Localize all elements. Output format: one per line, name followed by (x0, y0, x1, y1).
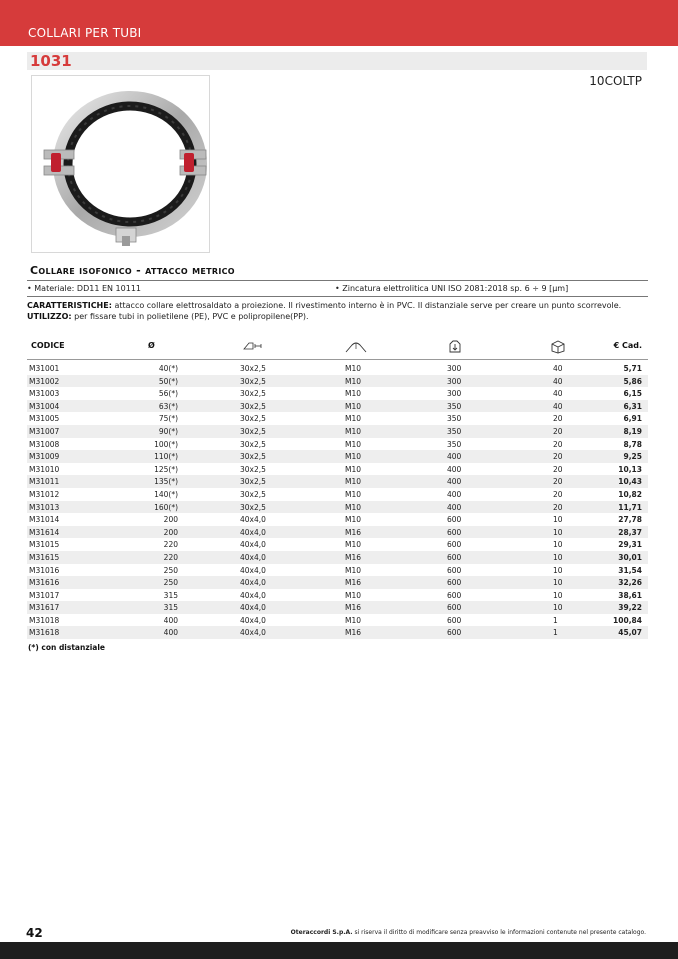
cell-band: 30x2,5 (240, 426, 266, 436)
cell-thread: M16 (345, 603, 362, 613)
cell-price: 30,01 (618, 552, 642, 562)
cell-price: 6,15 (623, 389, 642, 399)
package-quantity-icon (550, 339, 566, 354)
cell-code: M31616 (29, 578, 60, 588)
cell-load: 350 (447, 426, 462, 436)
cell-diameter: 90(*) (158, 426, 178, 436)
cell-price: 9,25 (623, 452, 642, 462)
usage-label: UTILIZZO: (27, 312, 72, 321)
cell-pack: 10 (553, 590, 563, 600)
cell-pack: 20 (553, 439, 563, 449)
cell-load: 400 (447, 464, 462, 474)
table-row (27, 626, 648, 639)
cell-thread: M10 (345, 401, 362, 411)
table-row (27, 526, 648, 539)
cell-code: M31007 (29, 426, 60, 436)
product-code: 1031 (30, 52, 72, 70)
table-row (27, 576, 648, 589)
cell-thread: M16 (345, 527, 362, 537)
cell-diameter: 135(*) (154, 477, 178, 487)
page-header (0, 0, 678, 46)
cell-diameter: 400 (163, 628, 178, 638)
cell-thread: M10 (345, 502, 362, 512)
cell-band: 30x2,5 (240, 464, 266, 474)
cell-pack: 20 (553, 452, 563, 462)
cell-code: M31016 (29, 565, 60, 575)
cell-code: M31004 (29, 401, 60, 411)
cell-thread: M10 (345, 376, 362, 386)
company-name: Oteraccordi S.p.A. (290, 929, 353, 936)
cell-band: 30x2,5 (240, 489, 266, 499)
table-row (27, 463, 648, 476)
band-dimensions-icon (242, 340, 262, 352)
cell-band: 40x4,0 (240, 628, 266, 638)
cell-band: 40x4,0 (240, 540, 266, 550)
cell-diameter: 220 (163, 540, 178, 550)
cell-band: 40x4,0 (240, 578, 266, 588)
table-row (27, 412, 648, 425)
cell-code: M31010 (29, 464, 60, 474)
cell-pack: 20 (553, 426, 563, 436)
cell-thread: M10 (345, 426, 362, 436)
cell-code: M31005 (29, 414, 60, 424)
cell-diameter: 100(*) (154, 439, 178, 449)
cell-pack: 40 (553, 376, 563, 386)
cell-load: 600 (447, 515, 462, 525)
cell-thread: M10 (345, 590, 362, 600)
product-title: Collare isofonico - attacco metrico (30, 264, 235, 277)
cell-load: 350 (447, 401, 462, 411)
cell-load: 600 (447, 603, 462, 613)
cell-price: 29,31 (618, 540, 642, 550)
pipe-clamp-icon (32, 76, 209, 252)
page-number: 42 (26, 926, 43, 940)
cell-price: 6,91 (623, 414, 642, 424)
cell-band: 30x2,5 (240, 439, 266, 449)
spec-row (27, 282, 648, 296)
cell-load: 600 (447, 565, 462, 575)
cell-diameter: 315 (163, 603, 178, 613)
cell-pack: 40 (553, 401, 563, 411)
cell-code: M31618 (29, 628, 60, 638)
cell-band: 40x4,0 (240, 565, 266, 575)
footnote: (*) con distanziale (28, 643, 105, 652)
cell-thread: M10 (345, 414, 362, 424)
cell-pack: 40 (553, 364, 563, 373)
table-body (27, 362, 648, 639)
cell-pack: 10 (553, 552, 563, 562)
cell-thread: M10 (345, 540, 362, 550)
cell-band: 30x2,5 (240, 452, 266, 462)
cell-diameter: 400 (163, 615, 178, 625)
table-row (27, 614, 648, 627)
table-row (27, 387, 648, 400)
cell-price: 6,31 (623, 401, 642, 411)
cell-price: 11,71 (618, 502, 642, 512)
cell-price: 5,71 (623, 364, 642, 373)
cell-code: M31018 (29, 615, 60, 625)
cell-price: 10,82 (618, 489, 642, 499)
table-header-divider (27, 359, 648, 360)
cell-price: 27,78 (618, 515, 642, 525)
cell-diameter: 50(*) (158, 376, 178, 386)
cell-code: M31614 (29, 527, 60, 537)
footer-bar (0, 942, 678, 959)
header-code: CODICE (31, 341, 65, 350)
cell-pack: 10 (553, 603, 563, 613)
cell-load: 600 (447, 615, 462, 625)
table-row (27, 538, 648, 551)
cell-band: 40x4,0 (240, 590, 266, 600)
spec-finish: • Zincatura elettrolitica UNI ISO 2081:2018 sp. 6 ÷ 9 [μm] (335, 284, 569, 293)
thread-connection-icon (345, 340, 367, 354)
table-row (27, 400, 648, 413)
cell-diameter: 200 (163, 515, 178, 525)
cell-band: 40x4,0 (240, 615, 266, 625)
header-diameter: Ø (148, 341, 155, 350)
cell-thread: M10 (345, 364, 362, 373)
cell-pack: 1 (553, 628, 558, 638)
cell-price: 10,13 (618, 464, 642, 474)
cell-diameter: 315 (163, 590, 178, 600)
cell-load: 600 (447, 578, 462, 588)
cell-thread: M10 (345, 489, 362, 499)
cell-pack: 20 (553, 414, 563, 424)
cell-diameter: 250 (163, 565, 178, 575)
cell-code: M31015 (29, 540, 60, 550)
spec-divider (27, 296, 648, 297)
cell-band: 30x2,5 (240, 401, 266, 411)
cell-code: M31001 (29, 364, 60, 373)
cell-band: 40x4,0 (240, 515, 266, 525)
cell-code: M31012 (29, 489, 60, 499)
cell-load: 300 (447, 364, 462, 373)
table-row (27, 513, 648, 526)
cell-diameter: 220 (163, 552, 178, 562)
product-description (27, 300, 648, 322)
cell-load: 600 (447, 540, 462, 550)
cell-band: 40x4,0 (240, 603, 266, 613)
cell-price: 5,86 (623, 376, 642, 386)
cell-price: 8,78 (623, 439, 642, 449)
cell-code: M31009 (29, 452, 60, 462)
cell-band: 40x4,0 (240, 527, 266, 537)
cell-price: 31,54 (618, 565, 642, 575)
table-row (27, 589, 648, 602)
table-row (27, 375, 648, 388)
cell-band: 30x2,5 (240, 364, 266, 373)
cell-thread: M10 (345, 477, 362, 487)
table-row (27, 501, 648, 514)
cell-diameter: 56(*) (158, 389, 178, 399)
cell-code: M31013 (29, 502, 60, 512)
cell-pack: 20 (553, 502, 563, 512)
features-line (27, 300, 648, 311)
cell-pack: 10 (553, 540, 563, 550)
cell-price: 38,61 (618, 590, 642, 600)
cell-pack: 10 (553, 515, 563, 525)
table-row (27, 551, 648, 564)
cell-price: 45,07 (618, 628, 642, 638)
cell-pack: 20 (553, 464, 563, 474)
cell-diameter: 40(*) (158, 364, 178, 373)
cell-code: M31003 (29, 389, 60, 399)
cell-load: 300 (447, 376, 462, 386)
cell-load: 350 (447, 439, 462, 449)
cell-load: 400 (447, 502, 462, 512)
table-row (27, 488, 648, 501)
usage-line (27, 311, 648, 322)
table-row (27, 362, 648, 375)
cell-pack: 20 (553, 477, 563, 487)
table-header (27, 337, 648, 359)
cell-thread: M10 (345, 464, 362, 474)
cell-diameter: 140(*) (154, 489, 178, 499)
cell-diameter: 250 (163, 578, 178, 588)
cell-code: M31002 (29, 376, 60, 386)
cell-diameter: 75(*) (158, 414, 178, 424)
cell-thread: M16 (345, 578, 362, 588)
cell-pack: 10 (553, 565, 563, 575)
cell-code: M31615 (29, 552, 60, 562)
cell-code: M31017 (29, 590, 60, 600)
cell-thread: M10 (345, 615, 362, 625)
cell-load: 350 (447, 414, 462, 424)
section-title: COLLARI PER TUBI (28, 26, 142, 40)
cell-pack: 10 (553, 578, 563, 588)
product-code-band (27, 52, 647, 70)
cell-load: 400 (447, 489, 462, 499)
table-row (27, 475, 648, 488)
cell-thread: M16 (345, 628, 362, 638)
cell-price: 8,19 (623, 426, 642, 436)
cell-diameter: 63(*) (158, 401, 178, 411)
usage-text: per fissare tubi in polietilene (PE), PVC e polipropilene(PP). (71, 312, 309, 321)
table-row (27, 450, 648, 463)
cell-diameter: 200 (163, 527, 178, 537)
cell-code: M31014 (29, 515, 60, 525)
catalog-ref-code: 10COLTP (589, 74, 642, 88)
cell-thread: M16 (345, 552, 362, 562)
cell-price: 39,22 (618, 603, 642, 613)
features-label: CARATTERISTICHE: (27, 301, 112, 310)
cell-band: 30x2,5 (240, 502, 266, 512)
cell-band: 30x2,5 (240, 414, 266, 424)
cell-code: M31617 (29, 603, 60, 613)
product-photo (31, 75, 210, 253)
cell-price: 100,84 (613, 615, 642, 625)
cell-price: 32,26 (618, 578, 642, 588)
cell-load: 400 (447, 477, 462, 487)
cell-pack: 40 (553, 389, 563, 399)
table-row (27, 601, 648, 614)
cell-band: 30x2,5 (240, 389, 266, 399)
cell-price: 10,43 (618, 477, 642, 487)
cell-pack: 1 (553, 615, 558, 625)
cell-code: M31008 (29, 439, 60, 449)
load-capacity-icon (448, 339, 462, 354)
header-price: € Cad. (613, 341, 642, 350)
table-row (27, 425, 648, 438)
cell-band: 40x4,0 (240, 552, 266, 562)
cell-code: M31011 (29, 477, 60, 487)
cell-thread: M10 (345, 565, 362, 575)
table-row (27, 438, 648, 451)
cell-load: 300 (447, 389, 462, 399)
cell-load: 600 (447, 552, 462, 562)
cell-band: 30x2,5 (240, 376, 266, 386)
cell-price: 28,37 (618, 527, 642, 537)
cell-load: 600 (447, 628, 462, 638)
cell-thread: M10 (345, 439, 362, 449)
cell-diameter: 110(*) (154, 452, 178, 462)
cell-load: 600 (447, 527, 462, 537)
cell-load: 400 (447, 452, 462, 462)
footer-disclaimer (291, 929, 646, 936)
cell-thread: M10 (345, 515, 362, 525)
cell-diameter: 125(*) (154, 464, 178, 474)
cell-band: 30x2,5 (240, 477, 266, 487)
cell-pack: 10 (553, 527, 563, 537)
spec-material: • Materiale: DD11 EN 10111 (27, 284, 141, 293)
features-text: attacco collare elettrosaldato a proiezione. Il rivestimento interno è in PVC. Il distanziale serve per creare un punto scorrevole. (111, 301, 622, 310)
cell-thread: M10 (345, 452, 362, 462)
table-row (27, 564, 648, 577)
disclaimer-text: si riserva il diritto di modificare senza preavviso le informazioni contenute nel presente catalogo. (352, 929, 646, 936)
cell-thread: M10 (345, 389, 362, 399)
title-divider (27, 280, 648, 281)
cell-diameter: 160(*) (154, 502, 178, 512)
cell-load: 600 (447, 590, 462, 600)
cell-pack: 20 (553, 489, 563, 499)
